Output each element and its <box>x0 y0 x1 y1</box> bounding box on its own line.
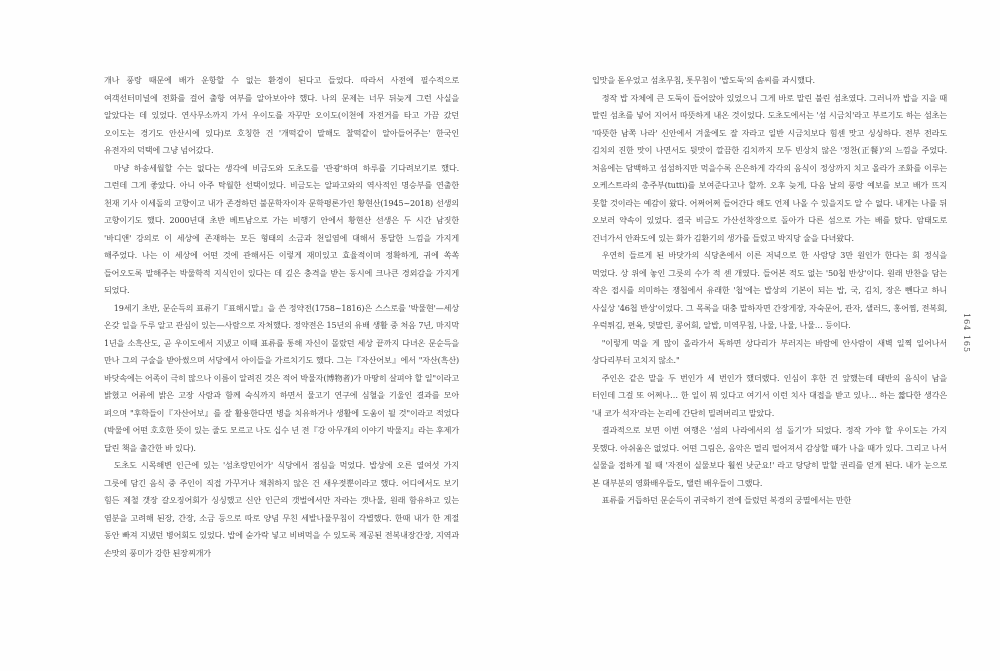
left-page <box>104 72 459 562</box>
body-paragraph: 결과적으로 보면 이번 여행은 '섬의 나라에서의 섬 돌기'가 되었다. 정작 가야 할 우이도는 가지 못했다. 아쉬움은 없었다. 어떤 그림은, 음악은 멀리 떨어져서 감상할 때가 나을 때가 있다. 그리고 나서 실물을 접하게 될 때 '자전이 실물보다 훨씬 낫군요!' 라고 당당히 말할 권리를 얻게 된다. 내가 눈으로 본 대부분의 영화배우들도, 탤런 배우들이 그랬다. <box>592 425 947 488</box>
right-page <box>592 72 947 510</box>
body-paragraph: "이렇게 먹을 게 많이 올라가서 독하면 상다리가 부러지는 바람에 안사람이 새벽 일찍 일어나서 상다리부터 고치지 않소." <box>592 337 947 365</box>
body-paragraph: 우연히 들르게 된 바닷가의 식당촌에서 이른 저녁으로 한 사람당 3만 원인가 한다는 회 정식을 먹었다. 상 위에 놓인 그릇의 수가 적 센 개였다. 들어본 적도 없는 '50첩 반상'이다. 원래 반찬을 담는 작은 접시를 의미하는 쟁첩에서 유래한 '첩'에는 밥상의 기본이 되는 밥, 국, 김치, 장은 뺀다고 하니 사실상 '46첩 반상'이었다. 그 목록을 대충 말하자면 간장게장, 자숙문어, 관자, 샐러드, 홍어찜, 전복회, 우럭튀김, 편육, 덧말린, 콩어회, 알밥, 미역무침, 나물, 나물, 나물… 등이다. <box>592 250 947 330</box>
body-paragraph: 19세기 초반, 문순득의 표류기『표해시말』을 쓴 정약전(1758~1816)은 스스로를 '박물현'—세상 온갖 일을 두루 알고 관심이 있는—사람으로 자처했다. 정약전은 15년의 유배 생활 중 처음 7년, 마지막 1년을 소흑산도, 곧 우이도에서 지냈고 이때 표류를 통해 자신이 몰랐던 세상 끝까지 다녀온 문순득을 만나 그의 구술을 받아썼으며 서당에서 아이들을 가르치기도 했다. 그는『자산어보』에서 "자산(흑산) 바닷속에는 어족이 극히 많으나 이름이 알려진 것은 적어 박물자(博物者)가 마땅히 살펴야 할 일"이라고 밝혔고 어류에 밝은 고장 사람과 함께 숙식까지 하면서 물고기 연구에 심혈을 기울인 결과를 모아 펴으며 "후학들이『자산어보』를 잘 활용한다면 병을 치유하거나 생활에 도움이 될 것"이라고 적었다(박물에 어떤 호호한 뜻이 있는 줄도 모르고 나도 십수 년 전『강 아무개의 이야기 박물지』라는 후제가 달린 책을 출간한 바 있다). <box>104 302 459 453</box>
body-paragraph: 개나 풍랑 때문에 배가 운항할 수 없는 환경이 된다고 들었다. 따라서 사전에 필수적으로 여객선터미널에 전화를 걸어 출항 여부를 알아보아야 했다. 나의 문제는 너무 뒤늦게 그런 사실을 알았다는 데 있었다. 연사무소까지 가서 우이도를 자꾸만 오이도(이천에 자전거를 타고 가끔 갔던 오이도는 경기도 안산시에 있다)로 호칭한 건 '개떡같이 말해도 찰떡같이 알아들어주는' 한국인 유전자의 덕택에 그냥 넘어갔다. <box>104 75 459 155</box>
body-paragraph: 표류를 거듭하던 문순득이 귀국하기 전에 들렀던 복경의 궁멸에서는 만한 <box>601 495 852 505</box>
body-paragraph: 입맛을 돋우었고 섬초무침, 톳무침이 '밥도둑'의 솜씨를 과시했다. <box>592 75 815 85</box>
body-paragraph: 마냥 하송세월할 수는 없다는 생각에 비금도와 도초도를 '관광'하며 하루를 기다려보기로 했다. 그런데 그게 좋았다. 아니 아주 탁월한 선택이었다. 비금도는 알파고와의 역사적인 명승부를 연출한 천재 기사 이세돌의 고향이고 내가 존경하던 불문학자이자 문학평론가인 황현산(1945~2018) 선생의 고향이기도 했다. 2000년대 초반 베트남으로 가는 비행기 안에서 황현산 선생은 두 시간 남짓한 '바디앤' 강의로 이 세상에 존재하는 모든 형태의 소금과 천일염에 대해서 통달한 느낌을 가지게 해주었다. 나는 이 세상에 어떤 것에 관해서든 이렇게 재미있고 효율적이며 정확하게, 귀에 쏙쏙 들어오도록 말해주는 박물학적 지식인이 있다는 데 깊은 충격을 받는 동시에 크나큰 경외감을 가지게 되었다. <box>104 162 459 295</box>
page-numbers: 164 165 <box>962 313 971 354</box>
body-paragraph: 정작 밥 자체에 큰 도둑이 들어앉아 있었으니 그게 바로 말린 불린 섬초였다. 그러니까 밥을 지을 때 말린 섬초를 넣어 지어서 따뜻하게 내온 것이었다. 도초도에서는 '섬 시금치'라고 부르기도 하는 섬초는 '따뜻한 남쪽 나라' 신안에서 겨울에도 잘 자라고 일반 시금치보다 힘센 맛고 싱싱하다. 전부 전라도 김치의 진한 맛이 나면서도 뒷맛이 깔끔한 김치까지 모두 빈상치 않은 '정찬(正餐)'의 느낌을 주었다. 처음에는 담백하고 섬섬하지만 먹을수록 은은하게 각각의 음식이 정상까지 치고 올라가 조화를 이루는 오케스트라의 총주부(tutti)를 보여준다고나 할까. 오후 늦게, 다음 날의 풍랑 예보를 보고 배가 뜨지 못할 것이라는 예감이 왔다. 어쩌어쩌 들어간다 해도 언제 나올 수 있을지도 알 수 없다. 내게는 나를 뒤 오보러 약속이 있었다. 결국 비금도 가산선착장으로 돌아가 다른 섬으로 가는 배를 탔다. 암태도로 건너가서 안좌도에 있는 화가 김환기의 생가를 들렀고 박지당 술을 다녀왔다. <box>592 92 947 243</box>
body-paragraph: 도초도 시목해변 인근에 있는 '섬초랑민어가' 식당에서 점심을 먹었다. 밥상에 오른 열여섯 가지 그릇에 담긴 음식 중 주인이 직접 가꾸거나 채취하지 않은 건 새우젓뿐이라고 했다. 어디에서도 보기 힘든 제철 갯장 갈오징어회가 싱싱했고 신안 인근의 갯벌에서만 자라는 갯나물, 원래 함유하고 있는 염분을 고려해 된장, 간장, 소금 등으로 따로 양념 무친 세발나물무침이 각별했다. 한때 내가 한 계절 동안 빠져 지냈던 병어회도 있었다. 밥에 숟가락 넣고 비벼먹을 수 있도록 제공된 전복내장간장, 지역과 손맛의 풍미가 강한 된장찌개가 <box>104 460 459 558</box>
body-paragraph: 주인은 같은 말을 두 번인가 세 번인가 했더랬다. 인심이 후한 건 앞했는데 태반의 음식이 남을 터인데 그걸 또 어쩌나… 한 일이 뭐 있다고 여기서 이런 치사 대접을 받고 있나… 하는 짧다한 생각은 '내 코가 석자'라는 논리에 간단히 밀려버리고 말았다. <box>592 372 947 418</box>
